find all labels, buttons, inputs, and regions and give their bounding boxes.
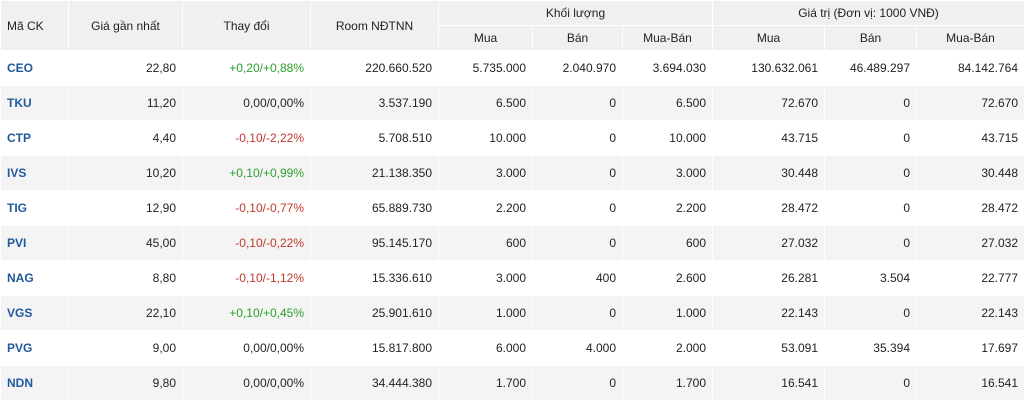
vol-net-cell: 2.200 (623, 191, 713, 226)
vol-net-cell: 10.000 (623, 121, 713, 156)
last-price-cell: 45,00 (69, 226, 183, 261)
vol-buy-cell: 10.000 (439, 121, 533, 156)
vol-sell-cell: 0 (533, 86, 623, 121)
symbol-link[interactable]: TKU (1, 86, 69, 121)
col-vol-buy-header[interactable]: Mua (439, 26, 533, 51)
vol-net-cell: 6.500 (623, 86, 713, 121)
symbol-link[interactable]: NDN (1, 366, 69, 401)
vol-buy-cell: 1.000 (439, 296, 533, 331)
change-cell: -0,10/-2,22% (183, 121, 311, 156)
table-row[interactable] (1, 51, 1024, 86)
val-sell-cell: 0 (825, 296, 917, 331)
room-cell: 65.889.730 (311, 191, 439, 226)
vol-sell-cell: 0 (533, 296, 623, 331)
vol-net-cell: 1.000 (623, 296, 713, 331)
val-net-cell: 27.032 (917, 226, 1024, 261)
table-row[interactable] (1, 121, 1024, 156)
val-net-cell: 30.448 (917, 156, 1024, 191)
room-cell: 3.537.190 (311, 86, 439, 121)
vol-buy-cell: 6.500 (439, 86, 533, 121)
col-vol-sell-header[interactable]: Bán (533, 26, 623, 51)
val-buy-cell: 72.670 (713, 86, 825, 121)
symbol-link[interactable]: VGS (1, 296, 69, 331)
vol-sell-cell: 400 (533, 261, 623, 296)
last-price-cell: 12,90 (69, 191, 183, 226)
room-cell: 25.901.610 (311, 296, 439, 331)
symbol-link[interactable]: PVG (1, 331, 69, 366)
col-symbol-header[interactable]: Mã CK (1, 1, 69, 51)
change-cell: -0,10/-1,12% (183, 261, 311, 296)
val-net-cell: 43.715 (917, 121, 1024, 156)
col-val-buy-header[interactable]: Mua (713, 26, 825, 51)
col-last-price-header[interactable]: Giá gần nhất (69, 1, 183, 51)
val-buy-cell: 16.541 (713, 366, 825, 401)
room-cell: 15.336.610 (311, 261, 439, 296)
vol-sell-cell: 0 (533, 191, 623, 226)
val-sell-cell: 0 (825, 366, 917, 401)
table-row[interactable] (1, 296, 1024, 331)
val-net-cell: 17.697 (917, 331, 1024, 366)
val-sell-cell: 3.504 (825, 261, 917, 296)
vol-buy-cell: 2.200 (439, 191, 533, 226)
col-change-header[interactable]: Thay đổi (183, 1, 311, 51)
last-price-cell: 22,80 (69, 51, 183, 86)
symbol-link[interactable]: IVS (1, 156, 69, 191)
col-val-sell-header[interactable]: Bán (825, 26, 917, 51)
change-cell: -0,10/-0,22% (183, 226, 311, 261)
table-row[interactable] (1, 156, 1024, 191)
val-buy-cell: 28.472 (713, 191, 825, 226)
vol-buy-cell: 3.000 (439, 261, 533, 296)
col-val-net-header[interactable]: Mua-Bán (917, 26, 1024, 51)
change-cell: 0,00/0,00% (183, 366, 311, 401)
symbol-link[interactable]: CEO (1, 51, 69, 86)
change-cell: +0,10/+0,99% (183, 156, 311, 191)
last-price-cell: 9,80 (69, 366, 183, 401)
vol-buy-cell: 6.000 (439, 331, 533, 366)
val-buy-cell: 26.281 (713, 261, 825, 296)
val-net-cell: 22.143 (917, 296, 1024, 331)
table-header (1, 1, 1024, 51)
val-sell-cell: 0 (825, 191, 917, 226)
vol-net-cell: 3.000 (623, 156, 713, 191)
room-cell: 220.660.520 (311, 51, 439, 86)
vol-net-cell: 1.700 (623, 366, 713, 401)
val-net-cell: 22.777 (917, 261, 1024, 296)
vol-sell-cell: 0 (533, 226, 623, 261)
vol-sell-cell: 0 (533, 121, 623, 156)
room-cell: 34.444.380 (311, 366, 439, 401)
val-sell-cell: 0 (825, 121, 917, 156)
val-buy-cell: 53.091 (713, 331, 825, 366)
val-net-cell: 72.670 (917, 86, 1024, 121)
vol-net-cell: 3.694.030 (623, 51, 713, 86)
change-cell: 0,00/0,00% (183, 86, 311, 121)
val-buy-cell: 22.143 (713, 296, 825, 331)
change-cell: +0,10/+0,45% (183, 296, 311, 331)
symbol-link[interactable]: TIG (1, 191, 69, 226)
change-cell: 0,00/0,00% (183, 331, 311, 366)
last-price-cell: 9,00 (69, 331, 183, 366)
col-vol-net-header[interactable]: Mua-Bán (623, 26, 713, 51)
table-row[interactable] (1, 261, 1024, 296)
change-cell: +0,20/+0,88% (183, 51, 311, 86)
col-room-header[interactable]: Room NĐTNN (311, 1, 439, 51)
val-buy-cell: 27.032 (713, 226, 825, 261)
room-cell: 95.145.170 (311, 226, 439, 261)
vol-sell-cell: 4.000 (533, 331, 623, 366)
val-sell-cell: 35.394 (825, 331, 917, 366)
value-group-header: Giá trị (Đơn vị: 1000 VNĐ) (713, 1, 1024, 26)
val-net-cell: 28.472 (917, 191, 1024, 226)
vol-net-cell: 2.000 (623, 331, 713, 366)
vol-buy-cell: 1.700 (439, 366, 533, 401)
room-cell: 5.708.510 (311, 121, 439, 156)
table-body (1, 51, 1024, 401)
symbol-link[interactable]: NAG (1, 261, 69, 296)
val-buy-cell: 30.448 (713, 156, 825, 191)
table-row[interactable] (1, 86, 1024, 121)
val-buy-cell: 43.715 (713, 121, 825, 156)
change-cell: -0,10/-0,77% (183, 191, 311, 226)
vol-net-cell: 600 (623, 226, 713, 261)
symbol-link[interactable]: PVI (1, 226, 69, 261)
val-net-cell: 16.541 (917, 366, 1024, 401)
last-price-cell: 4,40 (69, 121, 183, 156)
table-row[interactable] (1, 331, 1024, 366)
last-price-cell: 22,10 (69, 296, 183, 331)
vol-sell-cell: 0 (533, 156, 623, 191)
val-sell-cell: 0 (825, 86, 917, 121)
room-cell: 21.138.350 (311, 156, 439, 191)
last-price-cell: 10,20 (69, 156, 183, 191)
val-sell-cell: 46.489.297 (825, 51, 917, 86)
vol-buy-cell: 3.000 (439, 156, 533, 191)
vol-buy-cell: 600 (439, 226, 533, 261)
vol-sell-cell: 0 (533, 366, 623, 401)
room-cell: 15.817.800 (311, 331, 439, 366)
volume-group-header: Khối lượng (439, 1, 713, 26)
vol-net-cell: 2.600 (623, 261, 713, 296)
vol-buy-cell: 5.735.000 (439, 51, 533, 86)
last-price-cell: 8,80 (69, 261, 183, 296)
vol-sell-cell: 2.040.970 (533, 51, 623, 86)
last-price-cell: 11,20 (69, 86, 183, 121)
symbol-link[interactable]: CTP (1, 121, 69, 156)
val-sell-cell: 0 (825, 156, 917, 191)
val-buy-cell: 130.632.061 (713, 51, 825, 86)
val-net-cell: 84.142.764 (917, 51, 1024, 86)
table-row[interactable] (1, 366, 1024, 401)
table-row[interactable] (1, 191, 1024, 226)
table-row[interactable] (1, 226, 1024, 261)
val-sell-cell: 0 (825, 226, 917, 261)
